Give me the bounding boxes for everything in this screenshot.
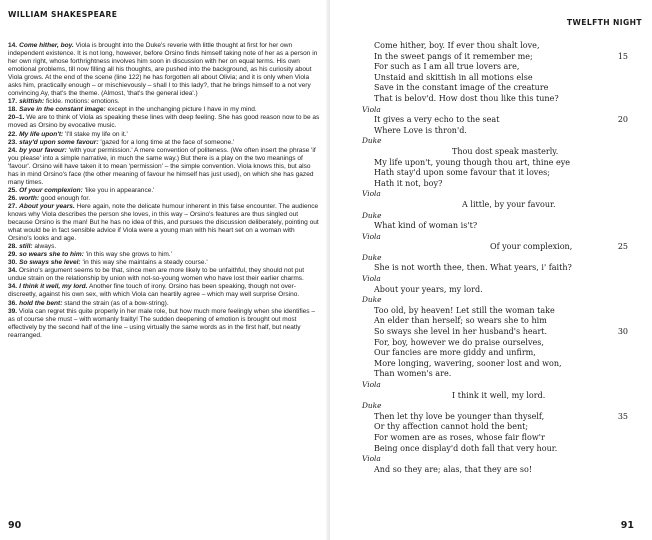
note-lemma: Of your complexion:: [19, 186, 83, 194]
verse-line: [362, 316, 612, 327]
line-text: For, boy, however we do praise ourselves,: [374, 337, 544, 347]
running-head-left: WILLIAM SHAKESPEARE: [8, 10, 118, 19]
line-text: So sways she level in her husband's heart.: [374, 327, 548, 337]
note-entry: [8, 139, 320, 147]
verse-line: [362, 369, 612, 380]
verse-line: [362, 306, 612, 317]
verse-line: [362, 242, 628, 253]
speaker-name: [362, 232, 612, 243]
page-number-right: 91: [620, 520, 634, 531]
line-text: Too old, by heaven! Let still the woman take: [374, 305, 555, 315]
verse-line: [362, 94, 612, 105]
note-entry: [8, 251, 320, 259]
verse-line: [362, 51, 628, 63]
note-number: 34.: [8, 283, 18, 291]
line-text: More longing, wavering, sooner lost and won,: [374, 358, 562, 368]
line-text: For such as I am all true lovers are,: [374, 62, 520, 72]
note-entry: [8, 243, 320, 251]
line-text: Duke: [362, 401, 382, 411]
note-number: 24.: [8, 146, 18, 154]
note-text: Orsino's argument seems to be that, since men are more likely to be unfaithful, they should not put undue strain on the relationship by union with not-so-young women who have lost their earlier charms.: [8, 267, 305, 283]
line-text: She is not worth thee, then. What years, i' faith?: [374, 263, 572, 273]
verse-line: [362, 200, 612, 211]
line-text: What kind of woman is't?: [374, 221, 478, 231]
line-number: 35: [617, 411, 628, 421]
line-text: My life upon't, young though thou art, thine eye: [374, 157, 571, 167]
note-lemma: Come hither, boy.: [19, 42, 74, 49]
note-lemma: I think it well, my lord.: [19, 283, 88, 291]
line-text: Viola: [362, 104, 381, 114]
line-text: Unstaid and skittish in all motions else: [374, 72, 533, 82]
note-text: Another fine touch of irony. Orsino has been speaking, though not over-discreetly, against his own sex, with which Viola can heartily agree – which may well surprise Orsino.: [8, 283, 300, 299]
line-text: A little, by your favour.: [462, 199, 556, 209]
verse-line: [362, 41, 612, 52]
note-entry: [8, 42, 320, 98]
note-text: Here again, note the delicate humour inherent in this false encounter. The audience knows why Viola describes the person she loves, in this way – Orsino's features are thus singled out because Orsino is the man! But he has no idea of this, and pursues the discussion deliberately, pointing out what would be in fact sensible advice if Viola were a young man with his heart set on a woman with Orsino's looks and age.: [8, 202, 319, 243]
verse-line: [362, 83, 612, 94]
line-text: Viola: [362, 189, 381, 199]
line-text: Hath it not, boy?: [374, 178, 443, 188]
note-text: 'I'll stake my life on it.': [63, 130, 128, 138]
verse-line: [362, 327, 628, 338]
speaker-name: [362, 105, 612, 116]
line-text: Our fancies are more giddy and unfirm,: [374, 348, 536, 358]
note-text: except in the unchanging picture I have in my mind.: [105, 106, 257, 114]
line-number: 20: [617, 115, 628, 125]
verse-line: [362, 338, 612, 349]
line-text: Save in the constant image of the creature: [374, 83, 549, 93]
verse-line: [362, 126, 612, 137]
note-number: 39.: [8, 307, 18, 315]
verse-line: [362, 359, 612, 370]
line-text: Or thy affection cannot hold the bent;: [374, 422, 529, 432]
note-number: 34.: [8, 267, 18, 275]
verse-line: [362, 348, 612, 359]
verse-line: [362, 73, 612, 84]
note-lemma: stay'd upon some favour:: [19, 138, 99, 146]
line-number: 30: [617, 327, 628, 337]
verse-line: [362, 411, 628, 423]
speaker-name: [362, 401, 612, 412]
note-number: 25.: [8, 186, 18, 194]
note-lemma: Save in the constant image:: [19, 106, 106, 114]
note-text: Viola can regret this quite properly in her male role, but how much more feelingly when she identifies – as of course she must – with womanly frailty! The sudden deepening of emotion is brought out most effectively by the second half of the line – using virtually the same words as in the first half, but neatly rearranged.: [8, 307, 316, 339]
note-entry: [8, 187, 320, 195]
note-entry: [8, 114, 320, 130]
note-lemma: So sways she level:: [19, 259, 81, 267]
note-number: 28.: [8, 243, 18, 251]
note-lemma: skittish:: [19, 98, 45, 106]
line-text: Where Love is thron'd.: [374, 125, 467, 135]
note-entry: [8, 106, 320, 114]
note-number: 36.: [8, 299, 18, 307]
line-text: Viola: [362, 454, 381, 464]
verse-line: [362, 433, 612, 444]
note-lemma: hold the bent:: [19, 299, 63, 307]
note-number: 26.: [8, 194, 18, 202]
note-lemma: My life upon't:: [19, 130, 64, 138]
speaker-name: [362, 189, 612, 200]
line-text: Viola: [362, 231, 381, 241]
speaker-name: [362, 295, 612, 306]
line-number: 15: [617, 51, 628, 61]
note-text: We are to think of Viola as speaking these lines with deep feeling. She has good reason now to be as moved as Orsino by evocative music.: [8, 114, 320, 130]
line-text: Viola: [362, 380, 381, 389]
note-entry: [8, 283, 320, 299]
speaker-name: [362, 454, 612, 465]
line-text: About your years, my lord.: [374, 284, 483, 294]
verse-line: [362, 391, 612, 402]
note-number: 30.: [8, 259, 18, 267]
line-text: It gives a very echo to the seat: [374, 115, 500, 125]
line-text: Thou dost speak masterly.: [452, 146, 559, 156]
note-text: 'with your permission.' A mere convention of politeness. (We often insert the phrase 'if you please' into a simple narrative, in much the same way.) But there is a play on the two meanings of 'favour'. Orsino will have taken it to mean 'permission' – the simple convention. Viola knows this, but also has in mind Orsino's face (the other meaning of favour he himself has just used), on which she has gazed many times.: [8, 146, 316, 186]
note-text: stand the strain (as of a bow-string).: [62, 299, 169, 307]
line-text: Than women's are.: [374, 369, 452, 379]
commentary-notes: [8, 42, 320, 340]
note-text: 'in this way she grows to him.': [83, 251, 172, 259]
verse-line: [362, 221, 612, 232]
line-text: Duke: [362, 136, 382, 146]
note-lemma: by your favour:: [19, 146, 67, 154]
line-text: Duke: [362, 210, 382, 220]
verse-line: [362, 168, 612, 179]
verse-line: [362, 147, 612, 158]
note-entry: [8, 308, 320, 340]
note-number: 22.: [8, 130, 18, 138]
note-number: 18.: [8, 106, 18, 114]
note-number: 27.: [8, 202, 18, 210]
note-entry: [8, 267, 320, 283]
note-lemma: so wears she to him:: [19, 251, 84, 259]
note-entry: [8, 147, 320, 187]
note-text: good enough for.: [39, 194, 91, 202]
note-entry: [8, 203, 320, 243]
line-text: I think it well, my lord.: [452, 390, 546, 400]
line-text: Being once display'd doth fall that very hour.: [374, 443, 558, 453]
line-text: Of your complexion,: [490, 242, 573, 252]
verse-line: [362, 465, 612, 476]
note-number: 20–1.: [8, 114, 25, 122]
verse-line: [362, 444, 612, 455]
play-text: [362, 41, 628, 475]
verse-line: [362, 158, 612, 169]
note-text: 'in this way she maintains a steady course.': [80, 259, 208, 267]
note-text: always.: [32, 243, 57, 251]
note-entry: [8, 195, 320, 203]
note-lemma: worth:: [19, 194, 40, 202]
line-text: In the sweet pangs of it remember me;: [374, 51, 533, 61]
speaker-name: [362, 274, 612, 285]
verse-line: [362, 179, 612, 190]
note-text: fickle. motions: emotions.: [44, 98, 120, 106]
note-entry: [8, 98, 320, 106]
verse-line: [362, 285, 612, 296]
note-number: 17.: [8, 98, 18, 106]
note-entry: [8, 131, 320, 139]
note-text: 'gazed for a long time at the face of someone.': [98, 138, 235, 146]
note-number: 14.: [8, 42, 18, 49]
speaker-name: [362, 136, 612, 147]
verse-line: [362, 263, 612, 274]
page-number-left: 90: [8, 520, 22, 531]
note-number: 29.: [8, 251, 18, 259]
line-text: And so they are; alas, that they are so!: [374, 464, 533, 474]
line-text: Then let thy love be younger than thyself,: [374, 411, 545, 421]
speaker-name: [362, 211, 612, 222]
note-lemma: About your years.: [19, 202, 75, 210]
note-lemma: still:: [19, 243, 33, 251]
note-entry: [8, 259, 320, 267]
note-number: 23.: [8, 138, 18, 146]
line-text: Viola: [362, 274, 381, 284]
verse-line: [362, 422, 612, 433]
line-text: Duke: [362, 295, 382, 305]
line-text: An elder than herself; so wears she to him: [374, 316, 547, 326]
note-text: Viola is brought into the Duke's reverie with little thought at first for her own independent existence. It is not long, however, before Orsino finds himself taking note of her as a person in her own right, whose forthrightness involves him soon in discussion with her on equal terms. His own emotional problems, till now filling all his thoughts, are pushed into the background, as his curiosity about Viola grows. At the end of the scene (line 122) he has forgotten all about Olivia; and it is only when Viola asks him, practically enough – or mischievously – shall I to this lady?, that he brings himself to a not very convincing Ay, that's the theme. (Almost, 'that's the general idea'.): [8, 42, 318, 98]
line-text: For women are as roses, whose fair flow'r: [374, 432, 545, 442]
line-number: 25: [617, 242, 628, 252]
speaker-name: [362, 253, 612, 264]
verse-line: [362, 62, 612, 73]
verse-line: [362, 115, 628, 126]
note-entry: [8, 300, 320, 308]
line-text: Come hither, boy. If ever thou shalt love,: [374, 41, 540, 50]
line-text: That is belov'd. How dost thou like this tune?: [374, 93, 559, 103]
line-text: Hath stay'd upon some favour that it loves;: [374, 168, 550, 178]
speaker-name: [362, 380, 612, 391]
running-head-right: TWELFTH NIGHT: [566, 18, 642, 27]
line-text: Duke: [362, 252, 382, 262]
note-text: 'like you in appearance.': [82, 186, 155, 194]
